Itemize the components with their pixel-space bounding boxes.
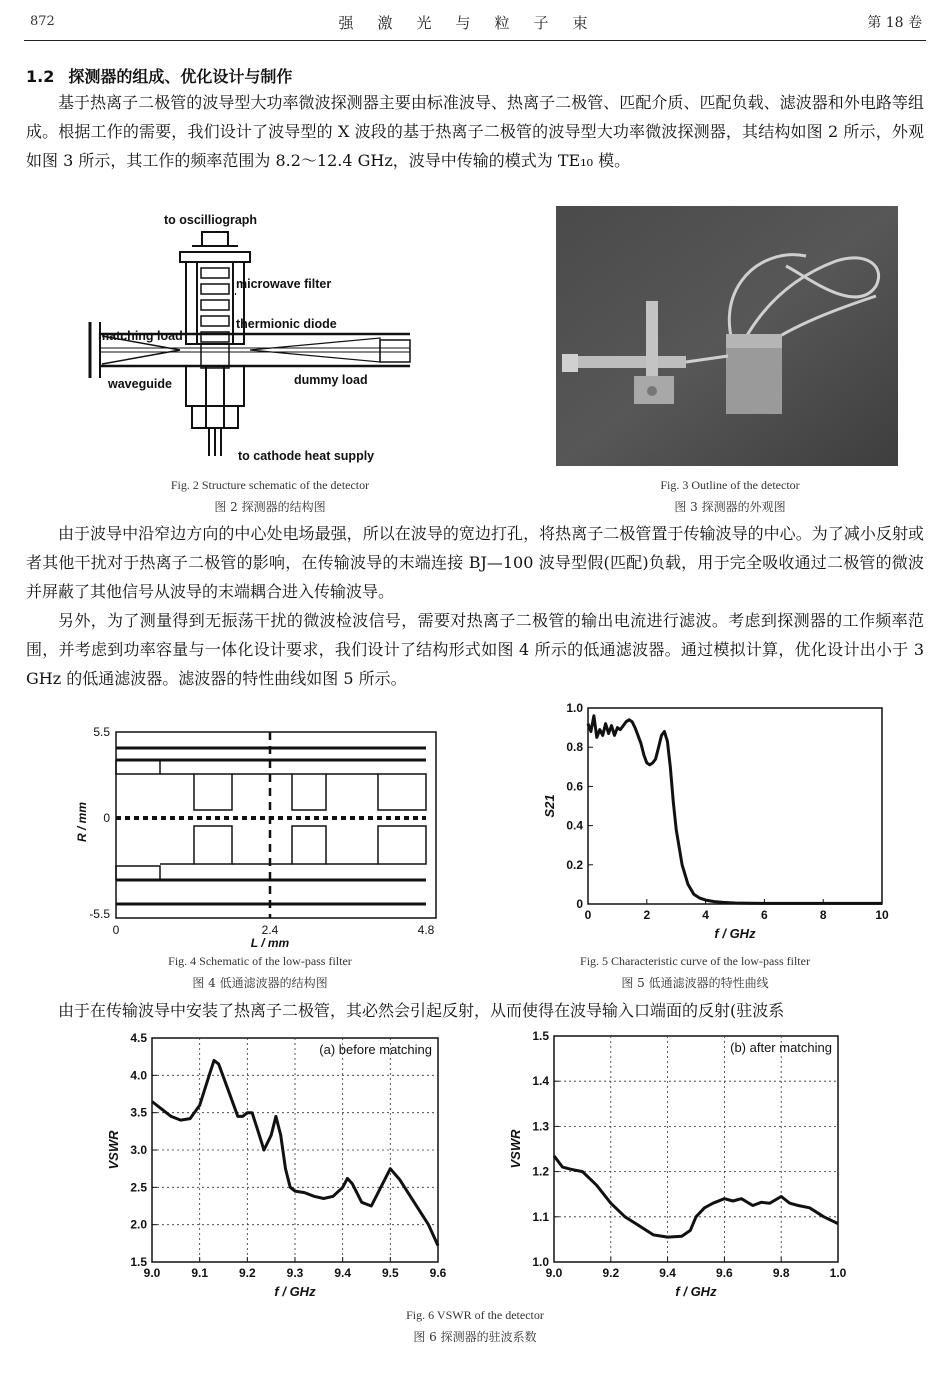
fig6a-xtick-label: 9.4 [334, 1266, 352, 1280]
fig4-caption-en: Fig. 4 Schematic of the low-pass filter [168, 954, 352, 968]
paragraph-2-text: 由于波导中沿窄边方向的中心处电场最强，所以在波导的宽边打孔，将热离子二极管置于传输波导的中心。为了减小反射或者其他干扰对于热离子二极管的影响，在传输波导的末端连接 BJ—100 波导型假(匹配)负载，用于完全吸收通过二极管的微波并屏蔽了其他信号从波导的末端耦合进入传输波导。 [26, 524, 924, 601]
fig6a-xtick-label: 9.1 [191, 1266, 209, 1280]
paragraph-1-text: 基于热离子二极管的波导型大功率微波探测器主要由标准波导、热离子二极管、匹配介质、匹配负载、滤波器和外电路等组成。根据工作的需要，我们设计了波导型的 X 波段的基于热离子二极管的波导型大功率微波探测器，其结构如图 2 所示，外观如图 3 所示，其工作的频率范围为 8.2～12.4 GHz，波导中传输的模式为 TE₁₀ 模。 [26, 93, 924, 170]
fig5-ytick-label: 0.8 [566, 740, 583, 755]
fig4-filter-schematic [70, 718, 450, 950]
label-oscillograph: to oscilliograph [164, 213, 258, 227]
fig3-caption-cn: 图 3 探测器的外观图 [674, 500, 786, 514]
label-matching-load: matching load [98, 329, 183, 343]
fig6a-chart [90, 1028, 460, 1303]
page-number: 872 [30, 14, 55, 29]
fig6b-xtick-label: 9.4 [659, 1266, 676, 1280]
fig6b-xtick-label: 1.0 [829, 1266, 847, 1280]
fig6a-xtick-label: 9.6 [429, 1266, 447, 1280]
fig6b-series-line [554, 1156, 838, 1237]
fig6a-title: (a) before matching [319, 1042, 432, 1057]
fig6a-ytick-label: 2.5 [130, 1180, 147, 1195]
paragraph-1 [26, 88, 924, 175]
volume-label: 第 18 卷 [867, 15, 922, 31]
fig4-ytick-bottom: -5.5 [89, 907, 110, 921]
fig3-photo [556, 206, 898, 466]
fig6b-xtick-label: 9.8 [772, 1266, 790, 1280]
fig6-caption-en: Fig. 6 VSWR of the detector [406, 1308, 544, 1322]
fig6a-ylabel: VSWR [106, 1130, 121, 1170]
fig5-xlabel: f / GHz [714, 926, 756, 941]
fig6a-xlabel: f / GHz [274, 1284, 316, 1299]
paragraph-4-text: 由于在传输波导中安装了热离子二极管，其必然会引起反射，从而使得在波导输入口端面的反射(驻波系 [58, 1001, 785, 1020]
fig2-caption-cn: 图 2 探测器的结构图 [214, 500, 326, 514]
paragraph-4 [26, 996, 924, 1025]
fig5-xtick-label: 4 [702, 908, 709, 922]
fig6a-xtick-label: 9.5 [381, 1266, 399, 1280]
fig5-ylabel: S21 [542, 794, 557, 818]
fig6a-ytick-label: 2.0 [130, 1217, 147, 1232]
fig6b-ytick-label: 1.1 [532, 1209, 549, 1224]
fig5-series-line [588, 716, 882, 904]
fig6b-ytick-label: 1.4 [532, 1074, 549, 1089]
fig5-xtick-label: 2 [643, 908, 651, 922]
fig4-xtick-1: 2.4 [261, 923, 279, 937]
fig4-ytick-top: 5.5 [93, 725, 110, 739]
fig6a-ytick-label: 4.0 [130, 1068, 147, 1083]
fig6b-xtick-label: 9.2 [602, 1266, 620, 1280]
section-title: 探测器的组成、优化设计与制作 [68, 67, 293, 86]
label-cathode-heat-supply: to cathode heat supply [238, 449, 375, 463]
fig5-plot-frame [588, 708, 882, 904]
fig4-xtick-2: 4.8 [417, 923, 435, 937]
fig6a-ytick-label: 4.5 [130, 1031, 147, 1045]
fig6a-xtick-label: 9.0 [143, 1266, 161, 1280]
fig5-ytick-label: 0.6 [566, 779, 583, 794]
fig4-ytick-mid: 0 [103, 811, 110, 825]
fig4-ylabel: R / mm [75, 801, 89, 843]
fig6b-ytick-label: 1.2 [532, 1164, 549, 1179]
fig5-ytick-label: 1.0 [566, 701, 583, 715]
label-waveguide: waveguide [108, 377, 172, 391]
fig6b-xtick-label: 9.0 [545, 1266, 563, 1280]
paragraph-3 [26, 606, 924, 693]
section-number: 1.2 [26, 67, 55, 86]
fig3-caption-en: Fig. 3 Outline of the detector [660, 478, 800, 492]
label-thermionic-diode: thermionic diode [236, 317, 337, 331]
fig5-xtick-label: 0 [584, 908, 592, 922]
fig6b-ytick-label: 1.3 [532, 1119, 549, 1134]
section-heading [26, 64, 292, 87]
fig2-caption-en: Fig. 2 Structure schematic of the detector [170, 478, 370, 492]
label-dummy-load: dummy load [294, 373, 368, 387]
fig5-xtick-label: 8 [819, 908, 827, 922]
fig4-xtick-0: 0 [112, 923, 120, 937]
fig6b-xtick-label: 9.6 [716, 1266, 733, 1280]
fig6b-title: (b) after matching [730, 1040, 832, 1055]
fig6b-plot-frame [554, 1036, 838, 1262]
fig6b-chart [498, 1028, 868, 1303]
fig6b-ytick-label: 1.5 [532, 1029, 549, 1043]
fig6a-ytick-label: 1.5 [130, 1255, 147, 1269]
fig4-xlabel: L / mm [250, 936, 290, 950]
fig4-caption-cn: 图 4 低通滤波器的结构图 [192, 976, 328, 990]
fig6-caption-cn: 图 6 探测器的驻波系数 [413, 1330, 537, 1344]
fig6a-xtick-label: 9.2 [238, 1266, 256, 1280]
header-rule [24, 40, 926, 41]
fig2-schematic [80, 206, 440, 471]
label-microwave-filter: microwave filter [236, 277, 332, 291]
fig5-chart [520, 698, 910, 948]
fig6b-ylabel: VSWR [508, 1129, 523, 1169]
fig5-xtick-label: 10 [875, 908, 889, 922]
fig6a-xtick-label: 9.3 [286, 1266, 304, 1280]
fig5-ytick-label: 0.2 [566, 857, 583, 872]
paragraph-2 [26, 519, 924, 606]
fig5-ytick-label: 0 [576, 897, 583, 911]
fig5-caption-en: Fig. 5 Characteristic curve of the low-pass filter [580, 954, 810, 968]
fig5-xtick-label: 6 [761, 908, 768, 922]
paragraph-3-text: 另外，为了测量得到无振荡干扰的微波检波信号，需要对热离子二极管的输出电流进行滤波。考虑到探测器的工作频率范围，并考虑到功率容量与一体化设计要求，我们设计了结构形式如图 4 所示的低通滤波器。通过模拟计算，优化设计出小于 3 GHz 的低通滤波器。滤波器的特性曲线如图 5 所示。 [26, 611, 924, 688]
fig6a-ytick-label: 3.0 [130, 1143, 147, 1157]
fig5-ytick-label: 0.4 [566, 818, 583, 833]
journal-title: 强激光与粒子束 [338, 14, 612, 32]
fig6b-ytick-label: 1.0 [532, 1255, 549, 1269]
fig5-caption-cn: 图 5 低通滤波器的特性曲线 [621, 976, 769, 990]
fig6a-ytick-label: 3.5 [130, 1105, 147, 1120]
fig6b-xlabel: f / GHz [675, 1284, 717, 1299]
